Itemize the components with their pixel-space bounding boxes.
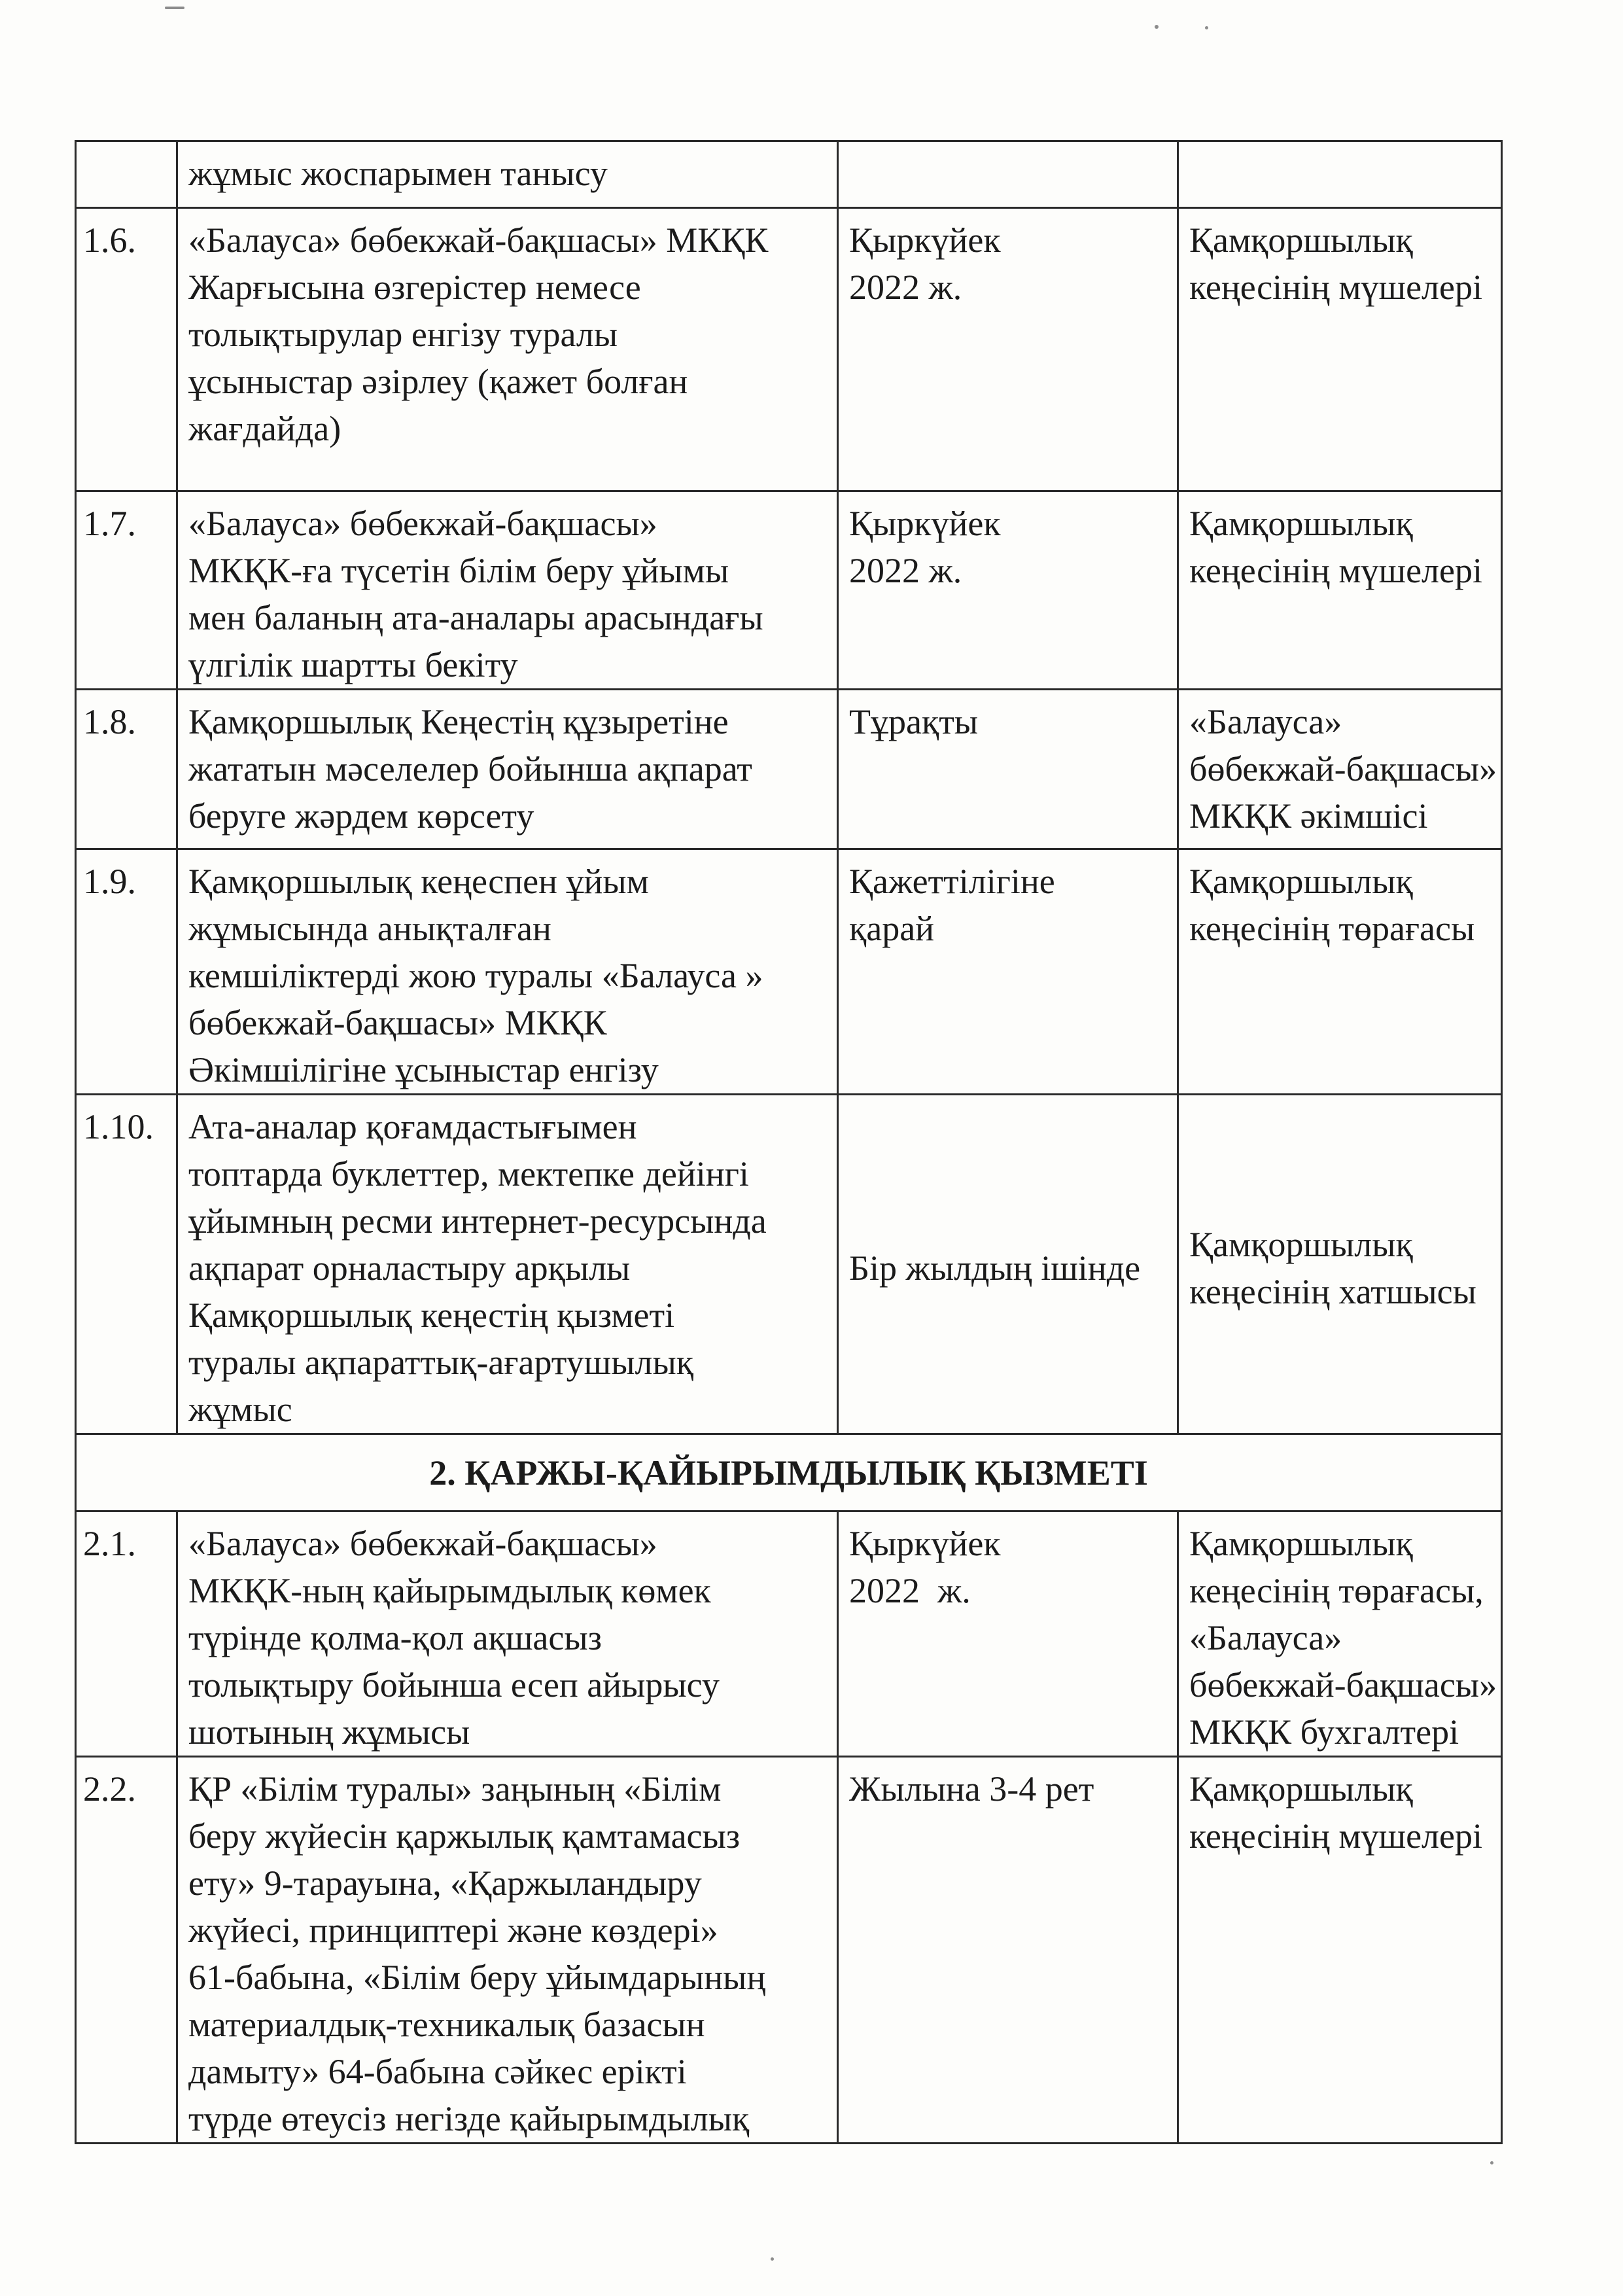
- table-row: [76, 1095, 1502, 1434]
- deadline-cell: Қыркүйек 2022 ж.: [838, 208, 1178, 491]
- table-row: [76, 1511, 1502, 1757]
- table-row: [76, 141, 1502, 208]
- responsible-cell: [1178, 141, 1502, 208]
- activity-cell: Қамқоршылық кеңеспен ұйым жұмысында анықталған кемшіліктерді жою туралы «Балауса » бөбекжай-бақшасы» МКҚК Әкімшілігіне ұсыныстар енгізу: [177, 849, 838, 1095]
- scan-speck: [771, 2257, 774, 2261]
- row-number-cell: 1.8.: [76, 690, 177, 849]
- scan-speck: [1490, 2161, 1493, 2164]
- table-row: [76, 1757, 1502, 2144]
- section-row: [76, 1434, 1502, 1511]
- deadline-cell: Жылына 3-4 рет: [838, 1757, 1178, 2144]
- activity-cell: «Балауса» бөбекжай-бақшасы» МКҚК Жарғысына өзгерістер немесе толықтырулар енгізу туралы ұсыныстар әзірлеу (қажет болған жағдайда): [177, 208, 838, 491]
- deadline-cell: Қажеттілігіне қарай: [838, 849, 1178, 1095]
- responsible-cell: «Балауса» бөбекжай-бақшасы» МКҚК әкімшісі: [1178, 690, 1502, 849]
- scan-speck: [165, 7, 184, 9]
- row-number-cell: [76, 141, 177, 208]
- deadline-cell: Қыркүйек 2022 ж.: [838, 1511, 1178, 1757]
- responsible-cell: Қамқоршылық кеңесінің төрағасы, «Балауса» бөбекжай-бақшасы» МКҚК бухгалтері: [1178, 1511, 1502, 1757]
- section-title: 2. ҚАРЖЫ-ҚАЙЫРЫМДЫЛЫҚ ҚЫЗМЕТІ: [76, 1434, 1502, 1511]
- activity-cell: ҚР «Білім туралы» заңының «Білім беру жүйесін қаржылық қамтамасыз ету» 9-тарауына, «Қаржыландыру жүйесі, принциптері және көздері» 61-бабына, «Білім беру ұйымдарының материалдық-техникалық базасын дамыту» 64-бабына сәйкес ерікті түрде өтеусіз негізде қайырымдылық: [177, 1757, 838, 2144]
- deadline-cell: Қыркүйек 2022 ж.: [838, 491, 1178, 690]
- responsible-cell: Қамқоршылық кеңесінің мүшелері: [1178, 208, 1502, 491]
- deadline-cell: Бір жылдың ішінде: [838, 1095, 1178, 1434]
- activity-cell: «Балауса» бөбекжай-бақшасы» МКҚК-ның қайырымдылық көмек түрінде қолма-қол ақшасыз толықтыру бойынша есеп айырысу шотының жұмысы: [177, 1511, 838, 1757]
- table-row: [76, 491, 1502, 690]
- deadline-cell: [838, 141, 1178, 208]
- row-number-cell: 1.6.: [76, 208, 177, 491]
- table-row: [76, 208, 1502, 491]
- responsible-cell: Қамқоршылық кеңесінің төрағасы: [1178, 849, 1502, 1095]
- row-number-cell: 1.10.: [76, 1095, 177, 1434]
- plan-table: [75, 140, 1503, 2144]
- activity-cell: «Балауса» бөбекжай-бақшасы» МКҚК-ға түсетін білім беру ұйымы мен баланың ата-аналары арасындағы үлгілік шартты бекіту: [177, 491, 838, 690]
- row-number-cell: 1.9.: [76, 849, 177, 1095]
- deadline-cell: Тұрақты: [838, 690, 1178, 849]
- responsible-cell: Қамқоршылық кеңесінің хатшысы: [1178, 1095, 1502, 1434]
- scan-speck: [1155, 25, 1159, 29]
- responsible-cell: Қамқоршылық кеңесінің мүшелері: [1178, 491, 1502, 690]
- activity-cell: Ата-аналар қоғамдастығымен топтарда буклеттер, мектепке дейінгі ұйымның ресми интернет-ресурсында ақпарат орналастыру арқылы Қамқоршылық кеңестің қызметі туралы ақпараттық-ағартушылық жұмыс: [177, 1095, 838, 1434]
- row-number-cell: 1.7.: [76, 491, 177, 690]
- responsible-cell: Қамқоршылық кеңесінің мүшелері: [1178, 1757, 1502, 2144]
- activity-cell: Қамқоршылық Кеңестің құзыретіне жататын мәселелер бойынша ақпарат беруге жәрдем көрсету: [177, 690, 838, 849]
- scan-speck: [1205, 26, 1208, 29]
- row-number-cell: 2.2.: [76, 1757, 177, 2144]
- table-row: [76, 849, 1502, 1095]
- activity-cell: жұмыс жоспарымен танысу: [177, 141, 838, 208]
- row-number-cell: 2.1.: [76, 1511, 177, 1757]
- table-row: [76, 690, 1502, 849]
